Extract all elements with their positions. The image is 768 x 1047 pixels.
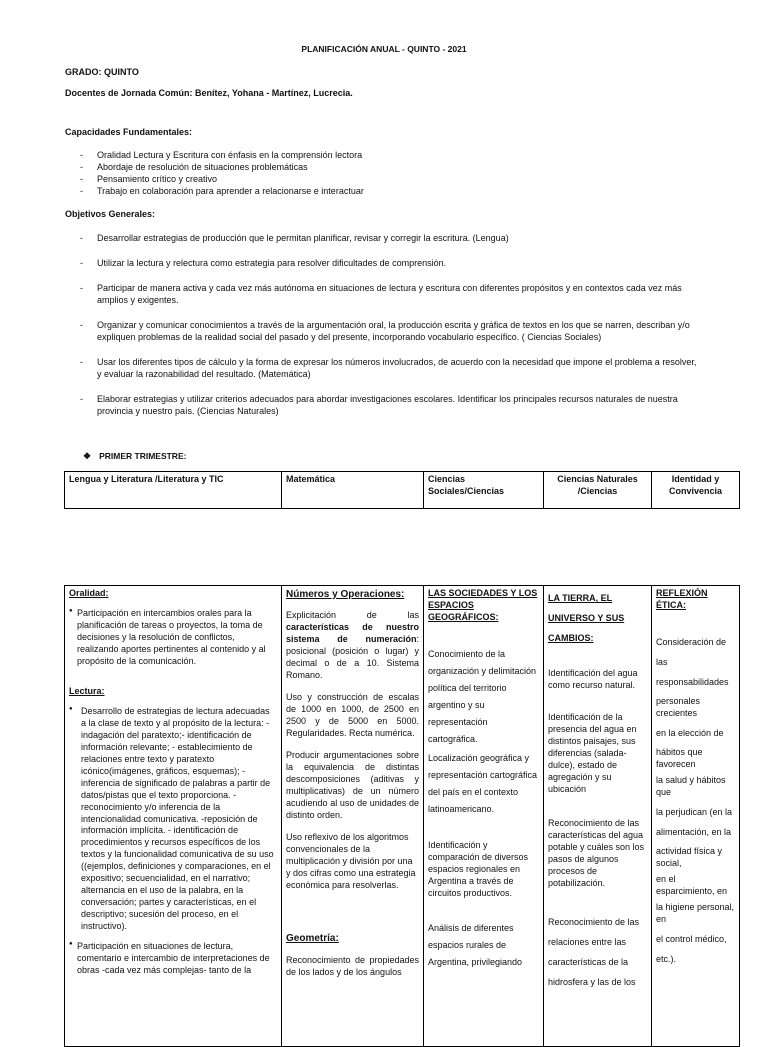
subjects-header-table [64, 471, 740, 509]
agua-presencia-text: Identificación de la presencia del agua en distintos paisajes, sus diferencias (salada-dulce), estado de agregación y su ubicación [548, 711, 637, 794]
reflexion-line: el control médico, [656, 933, 727, 944]
numeracion-text-c: : posicional (posición o lugar) y decimal o de a 10. Sistema Romano. [286, 634, 419, 681]
sociedades-heading: LAS SOCIEDADES Y LOS ESPACIOS GEOGRÁFICOS: [428, 588, 538, 622]
list-item: - Utilizar la lectura y relectura como estrategia para resolver dificultades de comprensión. [80, 257, 700, 269]
header-cell-naturales: Ciencias Naturales /Ciencias [544, 472, 652, 508]
list-item: - Abordaje de resolución de situaciones problemáticas [80, 161, 680, 173]
content-table [64, 585, 740, 1047]
oralidad-heading: Oralidad: [69, 588, 109, 598]
reflexion-line: en el esparcimiento, en [656, 873, 728, 896]
capacidades-list [80, 149, 680, 197]
reflexion-heading: REFLEXIÓN ÉTICA: [656, 588, 708, 610]
column-lengua [65, 586, 282, 1046]
lectura-text: ● Desarrollo de estrategias de lectura adecuadas a la clase de texto y al propósito de la lectura: - indagación del paratexto;- identificación de información relevante; - establecimiento de relaciones entre texto y paratexto icónico(imágenes, gráficos, esquemas); - inferencia de significado de palabras a partir de datos/pistas que el texto proporciona. - reconocimiento y/o inferencia de la intencionalidad comunicativa. -reposición de información implícita. - identificación de procedimientos y recursos específicos de los textos y la funcionalidad comunicativa de su uso ((ejemplos, definiciones y comparaciones, en el expositivo; secuencialidad, en el narrativo; alternancia en el uso de la palabra, en la conversación; partes y características, en el descriptivo; sucesión del proceso, en el instructivo). [69, 706, 277, 933]
reflexion-line: etc.). [656, 953, 677, 964]
reflexion-line: hábitos que favorecen [656, 746, 703, 769]
reflexion-line: alimentación, en la [656, 826, 732, 837]
reflexion-line: personales crecientes [656, 695, 701, 718]
numeros-heading: Números y Operaciones: [286, 589, 405, 600]
column-sociales [424, 586, 544, 1046]
geometria-heading: Geometría: [286, 932, 339, 944]
argumentaciones-text: Producir argumentaciones sobre la equivalencia de distintas descomposiciones (aditivas y multiplicativas) de un número acudiendo al uso de unidades de distinto orden. [286, 749, 419, 820]
grado-label: GRADO: QUINTO [65, 67, 139, 77]
list-item: - Oralidad Lectura y Escritura con énfasis en la comprensión lectora [80, 149, 680, 161]
participacion-text: ● Participación en situaciones de lectura, comentario e intercambio de interpretaciones de obras -cada vez más complejas- tanto de la [69, 941, 277, 977]
column-matematica [282, 586, 424, 1046]
geometria-text: Reconocimiento de propiedades de los lados y de los ángulos [286, 954, 419, 977]
numeracion-text-b: características de nuestro sistema de numeración [286, 622, 419, 645]
lectura-heading: Lectura: [69, 685, 105, 696]
reflexion-line: la perjudican (en la [656, 806, 733, 817]
reflexion-line: la higiene personal, en [656, 901, 735, 924]
objetivos-list [80, 232, 700, 430]
trimestre-heading [83, 451, 186, 463]
numeracion-text [286, 610, 419, 682]
reflexion-line: Consideración de las [656, 636, 727, 667]
oralidad-text: ● Participación en intercambios orales para la planificación de tareas o proyectos, la toma de decisiones y la resolución de conflictos, realizando aportes pertinentes al contenido y al propósito de la comunicación. [69, 608, 277, 668]
conocimiento-text: Conocimiento de la organización y delimitación política del territorio argentino y su representación cartográfica. [428, 648, 537, 744]
header-cell-sociales: Ciencias Sociales/Ciencias [424, 472, 544, 508]
header-cell-matematica: Matemática [282, 472, 424, 508]
reflexion-line: responsabilidades [656, 676, 729, 687]
identificacion-text: Identificación y comparación de diversos espacios regionales en Argentina a través de circuitos productivos. [428, 839, 529, 898]
objetivos-heading: Objetivos Generales: [65, 209, 156, 219]
reflexion-text [656, 632, 735, 969]
header-cell-identidad: Identidad y Convivencia [668, 474, 723, 496]
list-item: - Elaborar estrategias y utilizar criterios adecuados para abordar investigaciones escolares. Identificar los principales recursos naturales de nuestra provincia y nuestro país. (Ciencias Naturales) [80, 393, 700, 417]
localizacion-text: Localización geográfica y representación cartográfica del país en el contexto latinoamericano. [428, 752, 538, 814]
page-title: PLANIFICACIÓN ANUAL - QUINTO - 2021 [301, 44, 467, 54]
list-item: - Trabajo en colaboración para aprender a relacionarse e interactuar [80, 185, 680, 197]
agua-recurso-text: Identificación del agua como recurso natural. [548, 668, 638, 690]
diamond-bullet-icon: ❖ [83, 451, 92, 461]
column-naturales [544, 586, 652, 1046]
numeracion-text-a: Explicitación de las [286, 610, 419, 621]
tierra-heading: LA TIERRA, EL UNIVERSO Y SUS CAMBIOS: [548, 593, 625, 643]
trimestre-label: PRIMER TRIMESTRE: [99, 451, 187, 461]
header-cell-lengua: Lengua y Literatura /Literatura y TIC [65, 472, 282, 508]
reflexion-line: la salud y hábitos que [656, 774, 726, 797]
reflexion-line: actividad física y social, [656, 845, 723, 868]
reflexion-line: en la elección de [656, 727, 724, 738]
list-item: - Pensamiento crítico y creativo [80, 173, 680, 185]
docentes-label: Docentes de Jornada Común: Benítez, Yohana - Martínez, Lucrecia. [65, 88, 353, 98]
list-item: - Organizar y comunicar conocimientos a través de la argumentación oral, la producción escrita y gráfica de textos en los que se narren, describan y/o expliquen problemas de la realidad social del pasado y del presente, incorporando vocabulario específico. ( Ciencias Sociales) [80, 319, 700, 343]
agua-potable-text: Reconocimiento de las características del agua potable y cuáles son los pasos de algunos procesos de potabilización. [548, 817, 645, 888]
column-identidad [652, 586, 739, 1046]
list-item: - Participar de manera activa y cada vez más autónoma en situaciones de lectura y escritura con diferentes propósitos y en contextos cada vez más amplios y exigentes. [80, 282, 700, 306]
list-item: - Desarrollar estrategias de producción que le permitan planificar, revisar y corregir la escritura. (Lengua) [80, 232, 700, 244]
hidrosfera-text: Reconocimiento de las relaciones entre las características de la hidrosfera y las de los [548, 916, 640, 987]
list-item: - Usar los diferentes tipos de cálculo y la forma de expresar los números involucrados, de acuerdo con la necesidad que impone el problema a resolver, y evaluar la razonabilidad del resultado. (Matemática) [80, 356, 700, 380]
algoritmos-text: Uso reflexivo de los algoritmos convencionales de la multiplicación y división por una y dos cifras como una estrategia económica para resolverlas. [286, 831, 416, 890]
capacidades-heading: Capacidades Fundamentales: [65, 127, 193, 137]
analisis-text: Análisis de diferentes espacios rurales de Argentina, privilegiando [428, 922, 523, 967]
escalas-text: Uso y construcción de escalas de 1000 en 1000, de 2500 en 2500 y de 5000 en 5000. Regularidades. Recta numérica. [286, 692, 419, 739]
